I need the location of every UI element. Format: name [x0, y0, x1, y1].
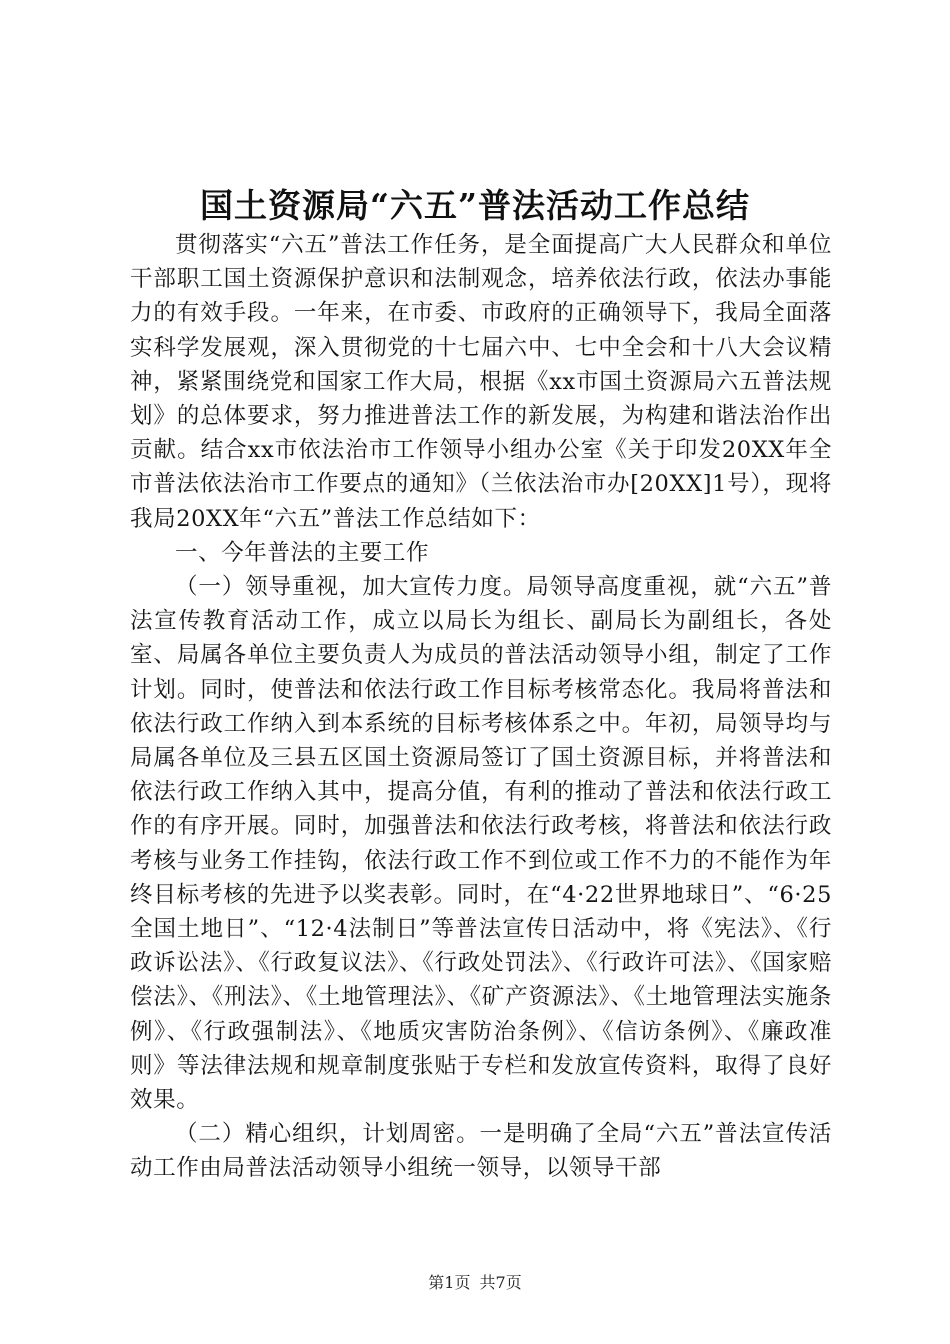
document-title: 国土资源局“六五”普法活动工作总结	[200, 186, 750, 225]
subsection-2-paragraph: （二）精心组织，计划周密。一是明确了全局“六五”普法宣传活动工作由局普法活动领导小组统一领导，以领导干部	[130, 1121, 832, 1182]
document-body	[130, 228, 832, 1186]
intro-paragraph: 贯彻落实“六五”普法工作任务，是全面提高广大人民群众和单位干部职工国土资源保护意识和法制观念，培养依法行政，依法办事能力的有效手段。一年来，在市委、市政府的正确领导下，我局全面落实科学发展观，深入贯彻党的十七届六中、七中全会和十八大会议精神，紧紧围绕党和国家工作大局，根据《xx市国土资源局六五普法规划》的总体要求，努力推进普法工作的新发展，为构建和谐法治作出贡献。结合xx市依法治市工作领导小组办公室《关于印发20XX年全市普法依法治市工作要点的通知》（兰依法治市办[20XX]1号），现将我局20XX年“六五”普法工作总结如下：	[130, 232, 832, 532]
page-total: 共7页	[479, 1273, 522, 1292]
section-heading: 一、今年普法的主要工作	[175, 539, 430, 566]
page-number: 第1页	[428, 1273, 471, 1292]
page-footer	[0, 1272, 950, 1294]
subsection-1-paragraph: （一）领导重视，加大宣传力度。局领导高度重视，就“六五”普法宣传教育活动工作，成立以局长为组长、副局长为副组长，各处室、局属各单位主要负责人为成员的普法活动领导小组，制定了工作计划。同时，使普法和依法行政工作目标考核常态化。我局将普法和依法行政工作纳入到本系统的目标考核体系之中。年初，局领导均与局属各单位及三县五区国土资源局签订了国土资源目标，并将普法和依法行政工作纳入其中，提高分值，有利的推动了普法和依法行政工作的有序开展。同时，加强普法和依法行政考核，将普法和依法行政考核与业务工作挂钩，依法行政工作不到位或工作不力的不能作为年终目标考核的先进予以奖表彰。同时，在“4·22世界地球日”、“6·25全国土地日”、“12·4法制日”等普法宣传日活动中，将《宪法》、《行政诉讼法》、《行政复议法》、《行政处罚法》、《行政许可法》、《国家赔偿法》、《刑法》、《土地管理法》、《矿产资源法》、《土地管理法实施条例》、《行政强制法》、《地质灾害防治条例》、《信访条例》、《廉政准则》等法律法规和规章制度张贴于专栏和发放宣传资料，取得了良好效果。	[130, 574, 832, 1114]
